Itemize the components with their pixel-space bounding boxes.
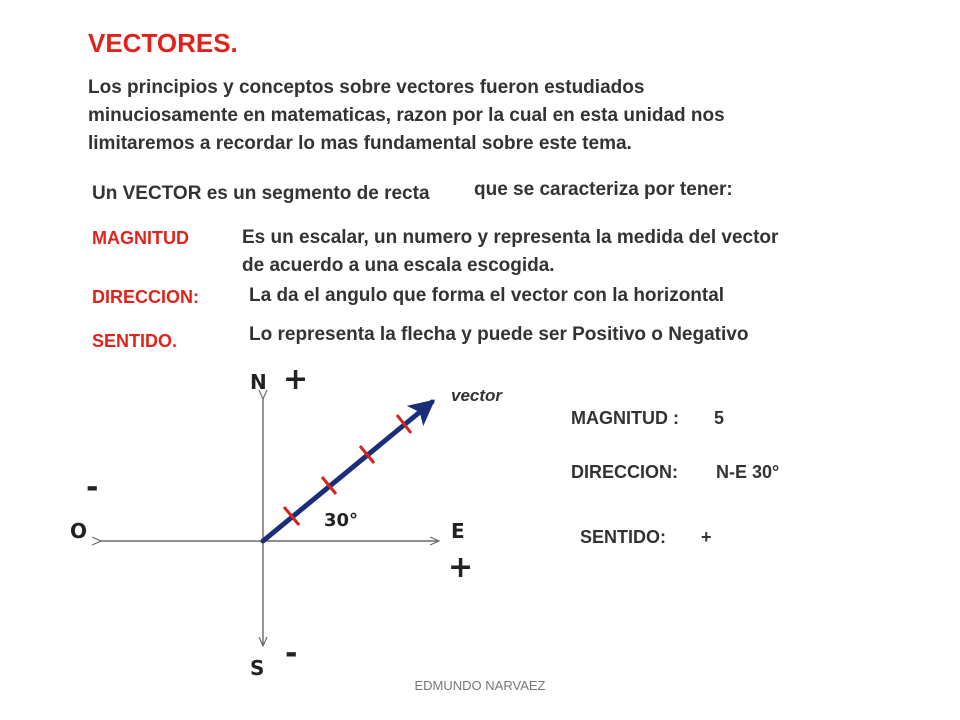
direccion-desc: La da el angulo que forma el vector con la horizontal — [249, 285, 725, 306]
example-direccion-label: DIRECCION: — [571, 462, 678, 482]
angle-label: 30° — [324, 510, 359, 531]
magnitud-desc-line2: de acuerdo a una escala escogida. — [242, 255, 555, 276]
east-plus-sign: + — [448, 550, 474, 585]
magnitud-desc-line1: Es un escalar, un numero y representa la medida del vector — [242, 227, 779, 248]
example-sentido-value: + — [701, 527, 712, 547]
definition-part2: que se caracteriza por tener: — [474, 179, 733, 200]
example-direccion-value: N-E 30° — [716, 462, 780, 482]
definition-part1: Un VECTOR es un segmento de recta — [92, 183, 430, 204]
direccion-term: DIRECCION: — [92, 287, 199, 307]
east-label: E — [451, 519, 465, 543]
magnitud-term: MAGNITUD — [92, 228, 189, 248]
north-plus-sign: + — [283, 362, 309, 397]
west-label: O — [70, 519, 88, 543]
sentido-term: SENTIDO. — [92, 331, 178, 351]
footer-author: EDMUNDO NARVAEZ — [414, 678, 546, 693]
vector-label: vector — [451, 386, 503, 405]
north-label: N — [250, 370, 267, 394]
example-sentido-label: SENTIDO: — [580, 527, 667, 547]
south-label: S — [250, 656, 265, 680]
example-magnitud-label: MAGNITUD : — [571, 408, 679, 428]
example-magnitud-value: 5 — [714, 408, 725, 428]
intro-paragraph: Los principios y conceptos sobre vectores fueron estudiados minuciosamente en matematicas, razon por la cual en esta unidad nos limitaremos a recordar lo mas fundamental sobre este tema. — [88, 77, 725, 154]
page-title: VECTORES. — [88, 28, 238, 58]
sentido-desc: Lo representa la flecha y puede ser Positivo o Negativo — [249, 324, 749, 345]
south-minus-sign: - — [285, 636, 298, 671]
west-minus-sign: - — [86, 470, 99, 505]
